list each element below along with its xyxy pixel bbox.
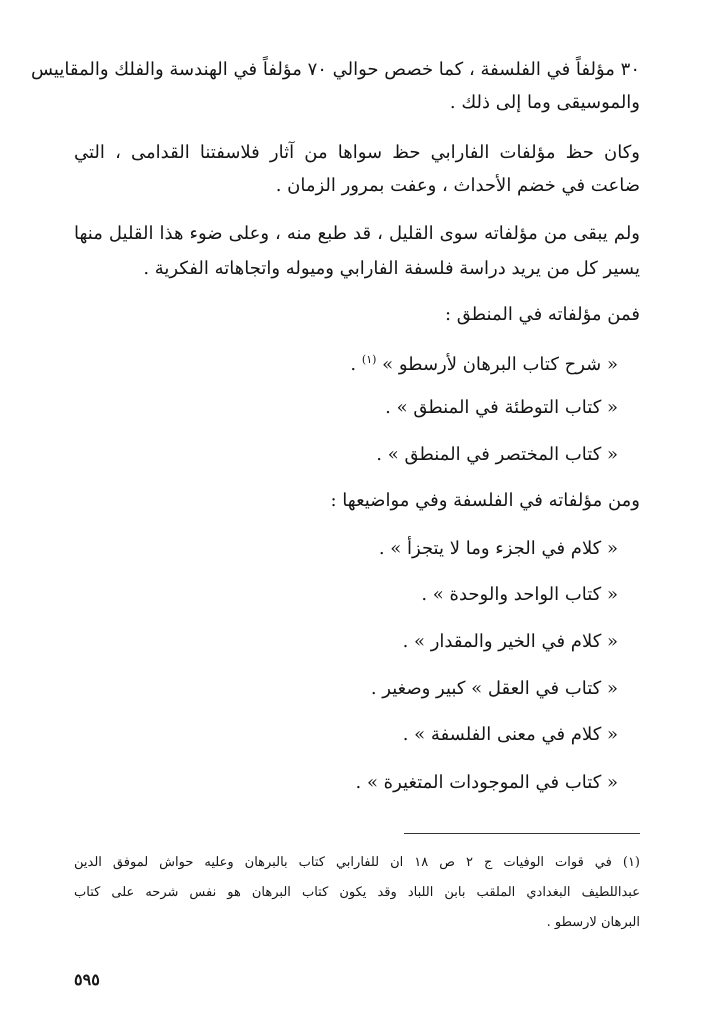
philosophy-heading: ومن مؤلفاته في الفلسفة وفي مواضيعها : <box>330 490 640 511</box>
philosophy-item-3: « كلام في الخير والمقدار » . <box>402 631 618 652</box>
paragraph-3-line-1: ولم يبقى من مؤلفاته سوى القليل ، قد طبع منه ، وعلى ضوء هذا القليل منها <box>74 223 640 244</box>
philosophy-item-1: « كلام في الجزء وما لا يتجزأ » . <box>378 538 618 559</box>
footnote-separator <box>404 833 640 834</box>
philosophy-item-6: « كتاب في الموجودات المتغيرة » . <box>355 772 618 793</box>
philosophy-item-2: « كتاب الواحد والوحدة » . <box>421 584 618 605</box>
paragraph-3-line-2: يسير كل من يريد دراسة فلسفة الفارابي وميوله واتجاهاته الفكرية . <box>143 258 640 279</box>
paragraph-2-line-1: وكان حظ مؤلفات الفارابي حظ سواها من آثار فلاسفتنا القدامى ، التي <box>74 142 640 163</box>
footnote-line-1: (١) في قوات الوفيات ج ٢ ص ١٨ ان للفارابي كتاب بالبرهان وعليه حواش لموفق الدين <box>74 855 640 870</box>
paragraph-2-line-2: ضاعت في خضم الأحداث ، وعفت بمرور الزمان . <box>275 175 640 196</box>
paragraph-1-line-1: ٣٠ مؤلفاً في الفلسفة ، كما خصص حوالي ٧٠ مؤلفاً في الهندسة والفلك والمقاييس <box>30 59 640 80</box>
footnote-line-2: عبداللطيف البغدادي الملقب بابن اللباد وقد يكون كتاب البرهان هو نفس شرحه على كتاب <box>74 885 640 900</box>
logic-heading: فمن مؤلفاته في المنطق : <box>444 304 640 325</box>
page-number: ٥٩٥ <box>74 970 100 989</box>
logic-item-1 <box>74 345 640 375</box>
paragraph-1-line-2: والموسيقى وما إلى ذلك . <box>449 92 640 113</box>
logic-item-3: « كتاب المختصر في المنطق » . <box>376 444 618 465</box>
logic-item-2: « كتاب التوطئة في المنطق » . <box>385 397 618 418</box>
footnote-marker: (١) <box>361 353 377 366</box>
logic-item-1-end: . <box>350 354 357 375</box>
philosophy-item-5: « كلام في معنى الفلسفة » . <box>402 724 618 745</box>
logic-item-1-text: « شرح كتاب البرهان لأرسطو » <box>382 354 618 375</box>
philosophy-item-4: « كتاب في العقل » كبير وصغير . <box>370 678 618 699</box>
footnote-line-3: البرهان لارسطو . <box>546 915 640 930</box>
